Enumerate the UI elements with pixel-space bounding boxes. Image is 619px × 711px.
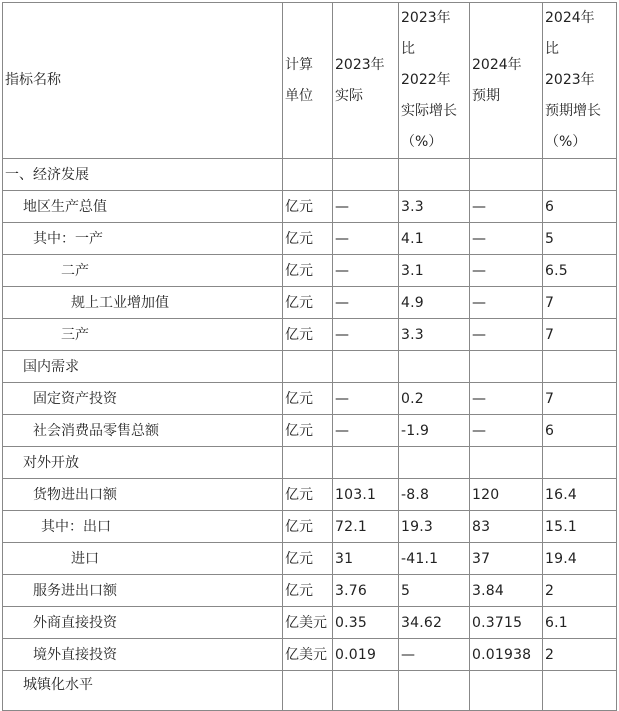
header-line: 实际 — [335, 87, 363, 104]
header-growth-2024 — [543, 3, 617, 159]
row-forecast-2024: — — [470, 223, 543, 255]
header-line: 2022年 — [401, 72, 451, 88]
header-growth-2023 — [399, 3, 470, 159]
row-unit: 亿元 — [283, 287, 333, 319]
row-growth-2023 — [399, 159, 470, 191]
row-actual-2023: 3.76 — [333, 575, 399, 607]
row-forecast-2024 — [470, 351, 543, 383]
header-unit — [283, 3, 333, 159]
header-indicator-name: 指标名称 — [3, 3, 283, 159]
row-unit: 亿元 — [283, 543, 333, 575]
row-forecast-2024: 0.01938 — [470, 639, 543, 671]
row-unit: 亿元 — [283, 415, 333, 447]
row-forecast-2024: — — [470, 415, 543, 447]
table-row — [3, 543, 617, 575]
row-unit: 亿元 — [283, 255, 333, 287]
row-indicator-name: 其中：出口 — [3, 511, 283, 543]
row-growth-2023: 5 — [399, 575, 470, 607]
row-growth-2024: 6 — [543, 191, 617, 223]
row-growth-2024 — [543, 159, 617, 191]
row-growth-2023: 3.3 — [399, 319, 470, 351]
row-actual-2023: — — [333, 191, 399, 223]
row-indicator-name: 城镇化水平 — [3, 671, 283, 711]
header-line: （%） — [401, 134, 443, 150]
row-indicator-name: 固定资产投资 — [3, 383, 283, 415]
row-growth-2024: 2 — [543, 639, 617, 671]
indicator-table — [2, 2, 617, 711]
row-indicator-name: 外商直接投资 — [3, 607, 283, 639]
row-unit: 亿美元 — [283, 639, 333, 671]
header-actual-2023 — [333, 3, 399, 159]
header-line: 2024年 — [545, 10, 595, 26]
table-row — [3, 383, 617, 415]
row-indicator-name: 规上工业增加值 — [3, 287, 283, 319]
row-growth-2023 — [399, 447, 470, 479]
row-growth-2024 — [543, 447, 617, 479]
row-growth-2023: 3.3 — [399, 191, 470, 223]
row-actual-2023: — — [333, 319, 399, 351]
row-forecast-2024: 3.84 — [470, 575, 543, 607]
row-actual-2023 — [333, 447, 399, 479]
row-actual-2023: — — [333, 383, 399, 415]
row-unit: 亿元 — [283, 479, 333, 511]
header-line: 2023年 — [401, 10, 451, 26]
row-indicator-name: 服务进出口额 — [3, 575, 283, 607]
row-growth-2023: 3.1 — [399, 255, 470, 287]
row-unit: 亿元 — [283, 511, 333, 543]
row-forecast-2024 — [470, 671, 543, 711]
row-growth-2024: 6 — [543, 415, 617, 447]
row-growth-2023: -8.8 — [399, 479, 470, 511]
row-forecast-2024: 120 — [470, 479, 543, 511]
row-growth-2023 — [399, 671, 470, 711]
table-row — [3, 575, 617, 607]
row-indicator-name: 其中：一产 — [3, 223, 283, 255]
row-growth-2024 — [543, 671, 617, 711]
table-header-row — [3, 3, 617, 159]
row-unit: 亿元 — [283, 191, 333, 223]
row-actual-2023: 0.35 — [333, 607, 399, 639]
table-row — [3, 639, 617, 671]
row-growth-2023: — — [399, 639, 470, 671]
header-line: 比 — [545, 41, 559, 57]
table-row — [3, 671, 617, 711]
row-growth-2024: 19.4 — [543, 543, 617, 575]
header-line: 单位 — [285, 87, 313, 104]
table-row — [3, 511, 617, 543]
row-actual-2023: — — [333, 287, 399, 319]
row-indicator-name: 地区生产总值 — [3, 191, 283, 223]
row-unit — [283, 159, 333, 191]
row-growth-2023: -1.9 — [399, 415, 470, 447]
row-indicator-name: 一、经济发展 — [3, 159, 283, 191]
header-line: 实际增长 — [401, 103, 457, 119]
row-forecast-2024 — [470, 447, 543, 479]
header-line: 预期 — [472, 87, 500, 104]
table-row — [3, 447, 617, 479]
header-line: 2023年 — [545, 72, 595, 88]
table-row — [3, 287, 617, 319]
row-unit: 亿元 — [283, 575, 333, 607]
header-line: 计算 — [285, 56, 313, 73]
row-indicator-name: 社会消费品零售总额 — [3, 415, 283, 447]
header-line: 2023年 — [335, 56, 385, 73]
table-row — [3, 191, 617, 223]
table-row — [3, 415, 617, 447]
row-unit: 亿美元 — [283, 607, 333, 639]
header-line: 预期增长 — [545, 103, 601, 119]
row-forecast-2024: 37 — [470, 543, 543, 575]
row-forecast-2024: — — [470, 319, 543, 351]
row-growth-2023: 4.9 — [399, 287, 470, 319]
row-indicator-name: 三产 — [3, 319, 283, 351]
row-actual-2023: — — [333, 415, 399, 447]
row-growth-2024: 6.1 — [543, 607, 617, 639]
row-actual-2023: — — [333, 223, 399, 255]
header-line: 比 — [401, 41, 415, 57]
table-row — [3, 319, 617, 351]
row-growth-2023: 4.1 — [399, 223, 470, 255]
row-growth-2024: 7 — [543, 319, 617, 351]
row-growth-2023: 0.2 — [399, 383, 470, 415]
row-unit: 亿元 — [283, 383, 333, 415]
row-forecast-2024: — — [470, 255, 543, 287]
header-line: 2024年 — [472, 56, 522, 73]
table-row — [3, 479, 617, 511]
header-line: （%） — [545, 134, 587, 150]
table-row — [3, 255, 617, 287]
row-growth-2023: 34.62 — [399, 607, 470, 639]
row-indicator-name: 国内需求 — [3, 351, 283, 383]
row-growth-2024: 15.1 — [543, 511, 617, 543]
row-forecast-2024: — — [470, 191, 543, 223]
row-growth-2024: 6.5 — [543, 255, 617, 287]
header-forecast-2024 — [470, 3, 543, 159]
row-forecast-2024: 83 — [470, 511, 543, 543]
row-indicator-name: 对外开放 — [3, 447, 283, 479]
row-actual-2023 — [333, 351, 399, 383]
row-growth-2023: -41.1 — [399, 543, 470, 575]
row-actual-2023: 0.019 — [333, 639, 399, 671]
row-forecast-2024: — — [470, 287, 543, 319]
row-growth-2024: 7 — [543, 383, 617, 415]
row-growth-2023: 19.3 — [399, 511, 470, 543]
row-unit — [283, 351, 333, 383]
row-forecast-2024: — — [470, 383, 543, 415]
row-unit — [283, 447, 333, 479]
row-unit: 亿元 — [283, 319, 333, 351]
row-indicator-name: 货物进出口额 — [3, 479, 283, 511]
row-forecast-2024: 0.3715 — [470, 607, 543, 639]
table-row — [3, 607, 617, 639]
row-indicator-name: 二产 — [3, 255, 283, 287]
row-actual-2023: 31 — [333, 543, 399, 575]
row-actual-2023: 72.1 — [333, 511, 399, 543]
row-growth-2024: 16.4 — [543, 479, 617, 511]
row-growth-2024: 7 — [543, 287, 617, 319]
row-forecast-2024 — [470, 159, 543, 191]
row-indicator-name: 境外直接投资 — [3, 639, 283, 671]
row-actual-2023: — — [333, 255, 399, 287]
row-actual-2023 — [333, 671, 399, 711]
row-actual-2023 — [333, 159, 399, 191]
row-actual-2023: 103.1 — [333, 479, 399, 511]
row-indicator-name: 进口 — [3, 543, 283, 575]
table-row — [3, 351, 617, 383]
row-unit: 亿元 — [283, 223, 333, 255]
row-growth-2024 — [543, 351, 617, 383]
row-growth-2023 — [399, 351, 470, 383]
row-growth-2024: 2 — [543, 575, 617, 607]
table-row — [3, 159, 617, 191]
row-unit — [283, 671, 333, 711]
row-growth-2024: 5 — [543, 223, 617, 255]
table-row — [3, 223, 617, 255]
